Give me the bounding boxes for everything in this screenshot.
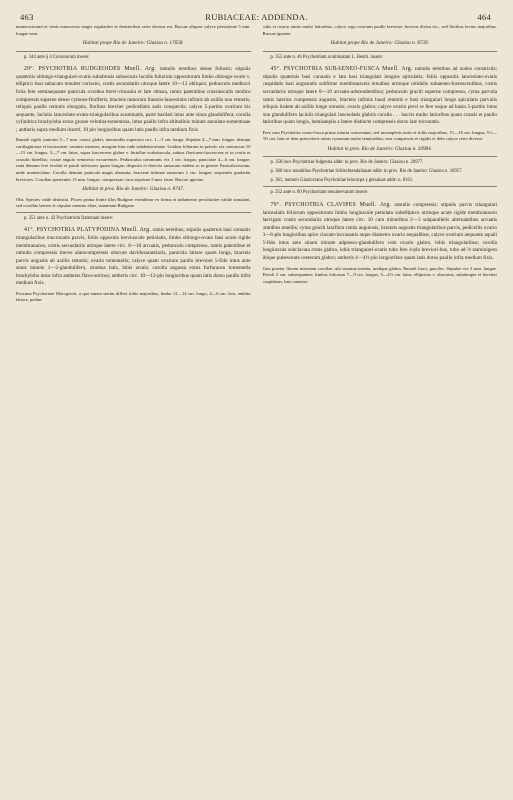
- species-notes: Fere cum Psychotria coeno-fusca primo intuitu conveniunt, sed incompletis notis et foliis majoribus, 15—16 cm. longus, 5½—5⅔ cm. latis et dein praeceteris ramis cymarum multo tenuioribus, non compressis et rigidis et dein calyce certe diversa.: [262, 129, 497, 142]
- species-heading: 41°. PSYCHOTRIA PLATYPODINA Muell. Arg.: [24, 227, 151, 234]
- species-description: [16, 227, 251, 287]
- insertion-reference: p. 358 loco Psychotriae fulgentia adde: in prov. Rio de Janeiro: Glaziou n. 20977.: [270, 160, 424, 166]
- species-description: [16, 66, 251, 134]
- page-number-right: 464: [477, 12, 491, 22]
- insertion-reference: p. 361, numero Glaziovianu Psychotriae leiocarpa γ genuinae adde: n. 8161.: [270, 177, 414, 183]
- continued-text: culis et ovario ramis multo latioribus, calyce ergo ovarium paullo breviore, brevius divisa etc., sed floribus levius majoribus. Baccae ignotae.: [262, 24, 497, 36]
- divider: [16, 51, 251, 52]
- species-diagnosis: ramulis compressis; stipulis parvis triangulari lanceolatis foliorum oppositorum limbo longiuscule petiolato subelliptico utrinque acute rigide membranaceo laevigato costis secundariis utroque latere circ. 10 cum minoribus 2—3 subparallelis alternantibus arcuatis omnibus tenellis; cyma gracili laxiflora ramis angulosis, bracteis augustis triangularibus parvis, pedicellis ovario 3—6-plo longioribus apice clavato-incrassatis atque diametro ovario aequalibus; calyce ovarium aequante aquali 5-fido intus ante sinum minute adpresso-glandulifero cum ovario glabro, lobis triangularibus; corolla longiuscula subclavata extus glabra, lobis triangulari-ovatis tubo fere 4-plo breviori-bus, tubo ad ⅔ staminigero ibique pubescente ceeterum glabro; antheris 4—4½-plo longioribus quam latis dorso paullo infra medium fixis.: [262, 202, 497, 261]
- species-notes: Ramuli rigidi, juniores 5—7 mm. crassi, glabri, internodiis superiora circ. 1—5 cm. longa. Stipulae 4—7 mm. longae, demum cartilaginosae et incrassatae, omnino inermes, margine hinc inde subdenticulatae. Limbus foliorum in petiolo vix contractus 10—15 cm. longus, 5—7 cm. latus, supra fuscescens glaber v. hirtellus scabriuscula, subtus flavicans-fuscescens et in costis et costulis hirtellus; costae angulo semirecto excurrentes. Pedunculus communis vix 1 cm. longus; paniculae 4—6 cm. longae; rami demum fere evoluti et patuli inferiores quam longae; dispositi et directio ramorum eadem ac in genere Paniculaceorum, unde nomenclatur. Corolla demum panicula magis obtusata; bracteae infimae ramorum 1 cm. longae; sequentes gradatim breviores. Corollae aperientes 15 mm. longae, compressae circa sepoium 5 mm. latae. Baccae ignotae.: [16, 137, 251, 182]
- habitat-note: Habitat prope Rio de Janeiro: Glaziou n. 17658.: [82, 40, 184, 47]
- divider: [263, 186, 498, 187]
- column-left: [16, 24, 251, 792]
- habitat-note: Habitat in prov. Rio de Janeiro: Glaziou n. 20984.: [327, 145, 433, 152]
- divider: [16, 212, 251, 213]
- insertion-reference: p. 252 ante n. 80 Psychotriam tenuinervatum insere:: [270, 190, 369, 196]
- insertion-reference: p. 360 loco notabilius Psychotriae Schlechtendalianae adde: in prov. Rio de Janeiro: Glaziou n. 10957.: [270, 169, 463, 175]
- species-description: [263, 66, 498, 126]
- column-right: [263, 24, 498, 792]
- species-notes: Proxima Psychotriae Marcgravii, a qua tamen statim differt foliis majoribus, limbo 12—14 cm. longo, 4—6 cm. lato, ambitu latiore, pedun-: [16, 290, 251, 303]
- running-title: RUBIACEAE: ADDENDA.: [205, 12, 308, 22]
- insertion-reference: p. 355 ante n. 46 Psychotriam acuminatam L. Benth. insere:: [270, 54, 383, 60]
- habitat-note: Habitat in prov. Rio de Janeiro: Glaziou n. 8747.: [82, 186, 185, 193]
- insertion-reference: p. 351 ante n. 42 Psychotrium fraternam insere:: [24, 215, 114, 221]
- species-description: [263, 202, 498, 262]
- species-diagnosis: ramis teretibus; stipulis quaternis basi connatis triangularibus mucronatis parvis, foliis oppositis breviuscule petiolatis, limbo oblongo-ovato basi acuto rigide membranaceo, costis secundariis utroque latere circ. 8—10 arcuatis, pedunculo compresso, ramis patentibus et ramulis compressis imove alatocompressis obscure davidosarantiacis, panicula latiore quam longa, bracteis parvis angustis ab axillis remotis; ovario tomentello; calyce quam ovarium paullo breviore 5-fido intus ante sinus minute 1—2-glandulifero, sinubus latis, lobis acutis; corolla angusta extus furfuraceo tomentella brachyloba intus infra antheras flavo-sericea; antheris circ. 10—12-plo longioribus quam latis dorso paullo infra medium fixis.: [16, 227, 251, 287]
- species-heading: 45°. PSYCHOTRIA SUBAENEO-FUSCA Muell. Arg.: [270, 66, 413, 73]
- species-diagnosis: ramulis teretibus dense foliosis; stipulis quaternis oblongo-triangulari-ovatis subobtusis suboscuris lucidis foliorum oppositorum limbo oblongo-ovato v. elliptico basi subacuto tenuiter coriaceo, costis secundariis utroque latere 10—12 obliquis; pedunculo mediocri folia fere semiaequante panicula ovoidea brevi-vinosula et late obtusa, ramis patentibus crassiusculis modice compressis superne dense cymoso-floriferis, bracteis ramorum linearis-lanceolatis infimis ab axillis non remotis, reliquis paullo remotis elongatis, floribus breviter pedicellatis satis conspectis; calyce 5-partito ovarium bis aequante, laciniis lanceolato-ovato-triangularibus acuminatis, parte basilari intus ante sinus glandulifera; corolla cylindrica brachyloba extus grosse velutina-tomentosa, intus paullo infra altitudinis minute annulato-tomentosae ; antheris supra medium inserti, 10 plo longioribus quam latis paullo infra medium fixis.: [16, 66, 251, 133]
- page-number-left: 463: [20, 12, 34, 22]
- species-notes: Tota praeter florem internam corollae, ubi stamina inserta, undique glabra. Rameli fusci, graciles. Stipulae vix 3 mm. longae. Petioli 2 cm. subsequantes; limbus foliorum 7—9 cm. longus, 3—4½ cm. latus, ellipticus v. obovatus, subabrupte et breviter cuspidatus, basi cuneato-: [262, 265, 497, 284]
- observation-note: Obs. Species valde distincta. Flores prima fronte illos Rudgeae eriantheae ex forma et indumento peculiariter valide simulant, sed corollae lateres et stipulae omnino aliae, staminum Rudgeae.: [16, 196, 251, 209]
- divider: [263, 156, 498, 157]
- divider: [263, 51, 498, 52]
- continued-text: numerosissimi et venis transversis magis regulariter et densioribus serie diversa est. Baccae aliquae calyce persistente 5 mm. longae sunt.: [16, 24, 251, 36]
- insertion-reference: p. 344 ante § 4 Corossorum insere:: [24, 54, 90, 60]
- species-heading: 29°. PSYCHOTRIA RUDGEOIDES Muell. Arg.: [24, 66, 157, 73]
- species-heading: 79°. PSYCHOTRIA CLAVIPES Muell. Arg.: [270, 202, 392, 209]
- habitat-note: Habitat prope Rio de Janeiro: Glaziou n. 8739.: [330, 40, 429, 47]
- running-header: [16, 10, 497, 24]
- species-diagnosis: ramulis teretibus ad nodos constrictis; stipulis quaternis basi connatis e lata basi triangulari longius apiculatis; foliis oppositis lanceolato-ovatis cuspidatis basi angustatis subfirme membranaceis tenuibus utrinque nitidulis subaeneo-fuscescentibus, costis secundariis utroque latere 8—10 arcuato-adscendentibus; pedunculo gracili superne compresso, cyma parvula ramis laterius compressis augustis, bracteis infimis haud remotis e basi triangulari longe apiculatis parvulis reliquis iisdem ab axillis longe remotis; ovario glabro; calyce ovario previ te fere usque ad basin 5-partito intus non glandulifero laciniis triangulari lanceolatis glabris corolla . . . baccis multo latioribus quam crassis et paullo latioribus quam longis, hemisaepiis a latere distincte compressis dorso late tricostatis.: [262, 66, 497, 126]
- two-column-body: [16, 24, 497, 792]
